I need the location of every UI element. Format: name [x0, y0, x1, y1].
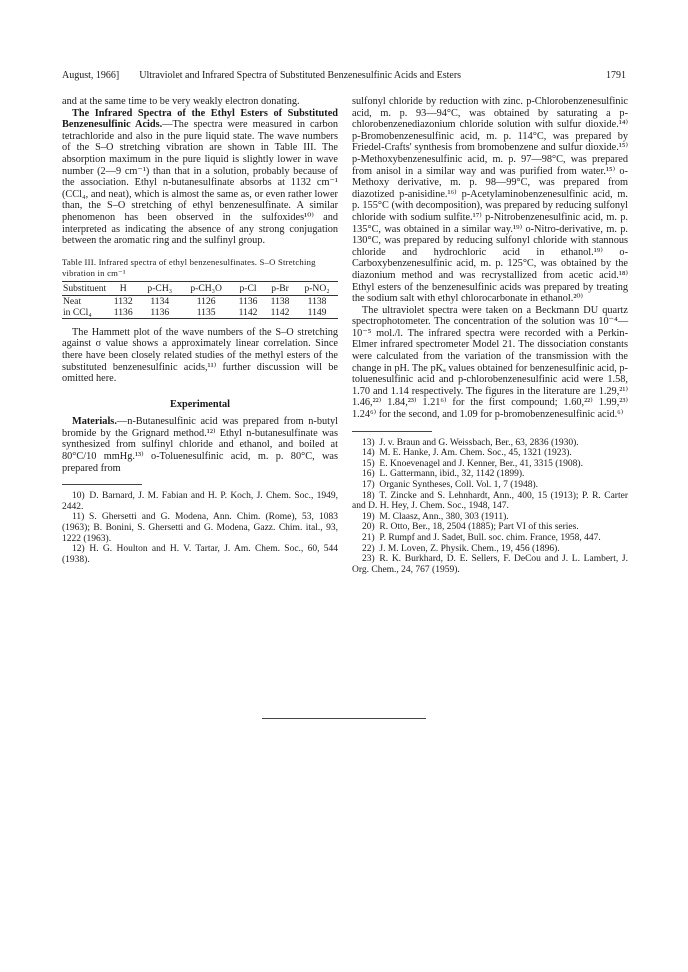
page-end-rule — [262, 718, 426, 719]
footnote: 10) D. Barnard, J. M. Fabian and H. P. Koch, J. Chem. Soc., 1949, 2442. — [62, 491, 338, 512]
footnotes-left — [62, 491, 338, 565]
paragraph-spectra: The ultraviolet spectra were taken on a Beckmann DU quartz spectrophotometer. The concentration of the solution was 10⁻⁴—10⁻⁵ mol./l. The infrared spectra were recorded with a Perkin-Elmer infrared spectrometer Model 21. The dissociation constants were calculated from the variation of the transmission with the change in pH. The pKₐ values obtained for benzenesulfinic acid, p-toluenesulfinic acid and p-chlorobenzenesulfinic acid were 1.58, 1.70 and 1.14 respectively. The figures in the literature are 1.29,²¹⁾ 1.46,²²⁾ 1.84,²³⁾ 1.21⁶⁾ for the first compound; 1.60,²²⁾ 1.99,²³⁾ 1.24⁶⁾ for the second, and 1.09 for p-bromobenzenesulfinic acid.⁶⁾ — [352, 304, 628, 421]
table-header-cell: p-NO₂ — [296, 281, 338, 295]
table-cell: Neat — [63, 295, 82, 307]
table-iii — [62, 281, 338, 319]
left-column — [62, 96, 338, 565]
table-cell: 1132 — [113, 295, 133, 307]
paragraph-materials — [62, 416, 338, 474]
table-cell: 1138 — [270, 295, 290, 307]
section-heading-experimental: Experimental — [169, 398, 231, 410]
right-column — [352, 96, 628, 575]
footnote: 18) T. Zincke and S. Lehnhardt, Ann., 400, 15 (1913); P. R. Carter and D. H. Hey, J. Chem. Soc., 1948, 147. — [352, 490, 628, 512]
table-cell: 1136 — [238, 295, 258, 307]
page-number: 1791 — [606, 70, 626, 81]
footnote: 20) R. Otto, Ber., 18, 2504 (1885); Part VI of this series. — [362, 522, 579, 533]
footnote: 14) M. E. Hanke, J. Am. Chem. Soc., 45, 1321 (1923). — [362, 448, 572, 459]
table-cell: 1136 — [107, 307, 139, 319]
table-header-row — [62, 281, 338, 295]
footnote-rule — [352, 431, 432, 432]
table-cell: 1136 — [139, 307, 180, 319]
running-title: August, 1966] Ultraviolet and Infrared Spectra of Substituted Benzenesulfinic Acids and Esters — [62, 70, 462, 81]
table-cell: 1126 — [196, 295, 216, 307]
table-cell: 1149 — [296, 307, 338, 319]
footnote: 21) P. Rumpf and J. Sadet, Bull. soc. chim. France, 1958, 447. — [362, 532, 601, 543]
table-cell: in CCl₄ — [62, 307, 107, 319]
table-cell: 1142 — [232, 307, 264, 319]
footnote: 19) M. Claasz, Ann., 380, 303 (1911). — [362, 511, 509, 522]
footnote-rule — [62, 484, 142, 485]
footnote: 22) J. M. Loven, Z. Physik. Chem., 19, 456 (1896). — [362, 543, 560, 554]
table-header-cell: p-Br — [264, 281, 296, 295]
run-in-heading-materials: Materials. — [72, 416, 117, 428]
paragraph-hammett: The Hammett plot of the wave numbers of the S–O stretching against σ value shows a approximately linear correlation. Since there have been closely related studies of the methyl esters of the substituted benzenesulfinic acids,¹¹⁾ further discussion will be omitted here. — [62, 326, 338, 385]
table-caption: Table III. Infrared spectra of ethyl benzenesulfinates. S–O Stretching vibration in cm⁻¹ — [62, 256, 316, 278]
paragraph-materials-body: —n-Butanesulfinic acid was prepared from n-butyl bromide by the Grignard method.¹²⁾ Ethyl n-butanesulfinate was synthesized from sulfinyl chloride and ethanol, and boiled at 80°C/10 mmHg.¹³⁾ o-Toluenesulfinic acid, m. p. 80°C, was prepared from — [62, 416, 338, 474]
footnote: 12) H. G. Houlton and H. V. Tartar, J. Am. Chem. Soc., 60, 544 (1938). — [62, 544, 338, 565]
table-cell: 1142 — [264, 307, 296, 319]
footnote: 13) J. v. Braun and G. Weissbach, Ber., 63, 2836 (1930). — [362, 437, 579, 448]
table-header-cell: H — [107, 281, 139, 295]
table-cell: 1134 — [150, 295, 170, 307]
paragraph-materials-cont: sulfonyl chloride by reduction with zinc. p-Chlorobenzenesulfinic acid, m. p. 93—94°C, was obtained by saturating a p-chlorobenzenediazonium chloride solution with sulfur dioxide.¹⁴⁾ p-Bromobenzenesulfinic acid, m. p. 114°C, was prepared by Friedel-Crafts' synthesis from bromobenzene and sulfur dioxide.¹⁵⁾ p-Methoxybenzenesulfinic acid, m. p. 97—98°C, was prepared from anisol in a similar way and was purified from water.¹⁵⁾ o-Methoxy derivative, m. p. 98—99°C, was prepared from diazotized p-anisidine.¹⁶⁾ p-Acetylaminobenzenesulfinic acid, m. p. 155°C (with decomposition), was prepared by reducing sulfonyl chloride with sodium sulfite.¹⁷⁾ p-Nitrobenzenesulfinic acid, m. p. 135°C, was obtained in a similar way.¹⁹⁾ o-Nitro-derivative, m. p. 130°C, was prepared by reducing sulfonyl chloride with stannous chloride and hydrochloric acid in ethanol.¹⁹⁾ o-Carboxybenzenesulfinic acid, m. p. 125°C, was obtained by the diazonium method and was recrystallized from acetic acid.¹⁸⁾ Ethyl esters of the benzenesulfinic acids was prepared by treating the sodium salt with ethyl chlorocarbonate in ethanol.²⁰⁾ — [352, 96, 628, 305]
footnote: 15) E. Knoevenagel and J. Kenner, Ber., 41, 3315 (1908). — [362, 458, 583, 469]
footnote: 23) R. K. Burkhard, D. E. Sellers, F. DeCou and J. L. Lambert, J. Org. Chem., 24, 767 (1959). — [352, 554, 628, 575]
table-cell: 1138 — [307, 295, 327, 307]
table-row — [62, 307, 338, 319]
table-cell: 1135 — [180, 307, 232, 319]
table-row — [62, 295, 338, 307]
paragraph-continuation: and at the same time to be very weakly electron donating. — [62, 96, 300, 107]
footnote: 16) L. Gattermann, ibid., 32, 1142 (1899). — [362, 469, 525, 480]
table-header-cell: p-CH₃O — [180, 281, 232, 295]
run-in-heading-infrared: The Infrared Spectra of the Ethyl Esters of Substituted Benzenesulfinic Acids. — [62, 107, 338, 131]
table-header-cell: p-CH₃ — [139, 281, 180, 295]
paragraph-infrared — [62, 108, 338, 247]
table-header-cell: p-Cl — [232, 281, 264, 295]
footnotes-right — [352, 438, 628, 576]
footnote: 17) Organic Syntheses, Coll. Vol. 1, 7 (1948). — [362, 480, 539, 490]
paragraph-infrared-body: —The spectra were measured in carbon tetrachloride and also in the pure liquid state. The wave numbers of the S–O stretching vibration are shown in Table III. The absorption maximum in the pure liquid is slightly lower in wave number (2—9 cm⁻¹) than that in a solution, probably because of the association. Ethyl n-butanesulfinate absorbs at 1132 cm⁻¹ (CCl₄, and neat), which is almost the same as, or even rather lower than, the S–O stretching of ethyl benzenesulfinate. A similar phenomenon has been observed in the sulfoxides¹⁰⁾ and interpreted as indicating the absence of any strong conjugation between the aromatic ring and the sulfinyl group. — [62, 119, 338, 247]
table-header-cell: Substituent — [63, 282, 107, 294]
footnote: 11) S. Ghersetti and G. Modena, Ann. Chim. (Rome), 53, 1083 (1963); B. Bonini, S. Ghersetti and G. Modena, Gazz. Chim. ital., 93, 1222 (1963). — [62, 512, 338, 544]
